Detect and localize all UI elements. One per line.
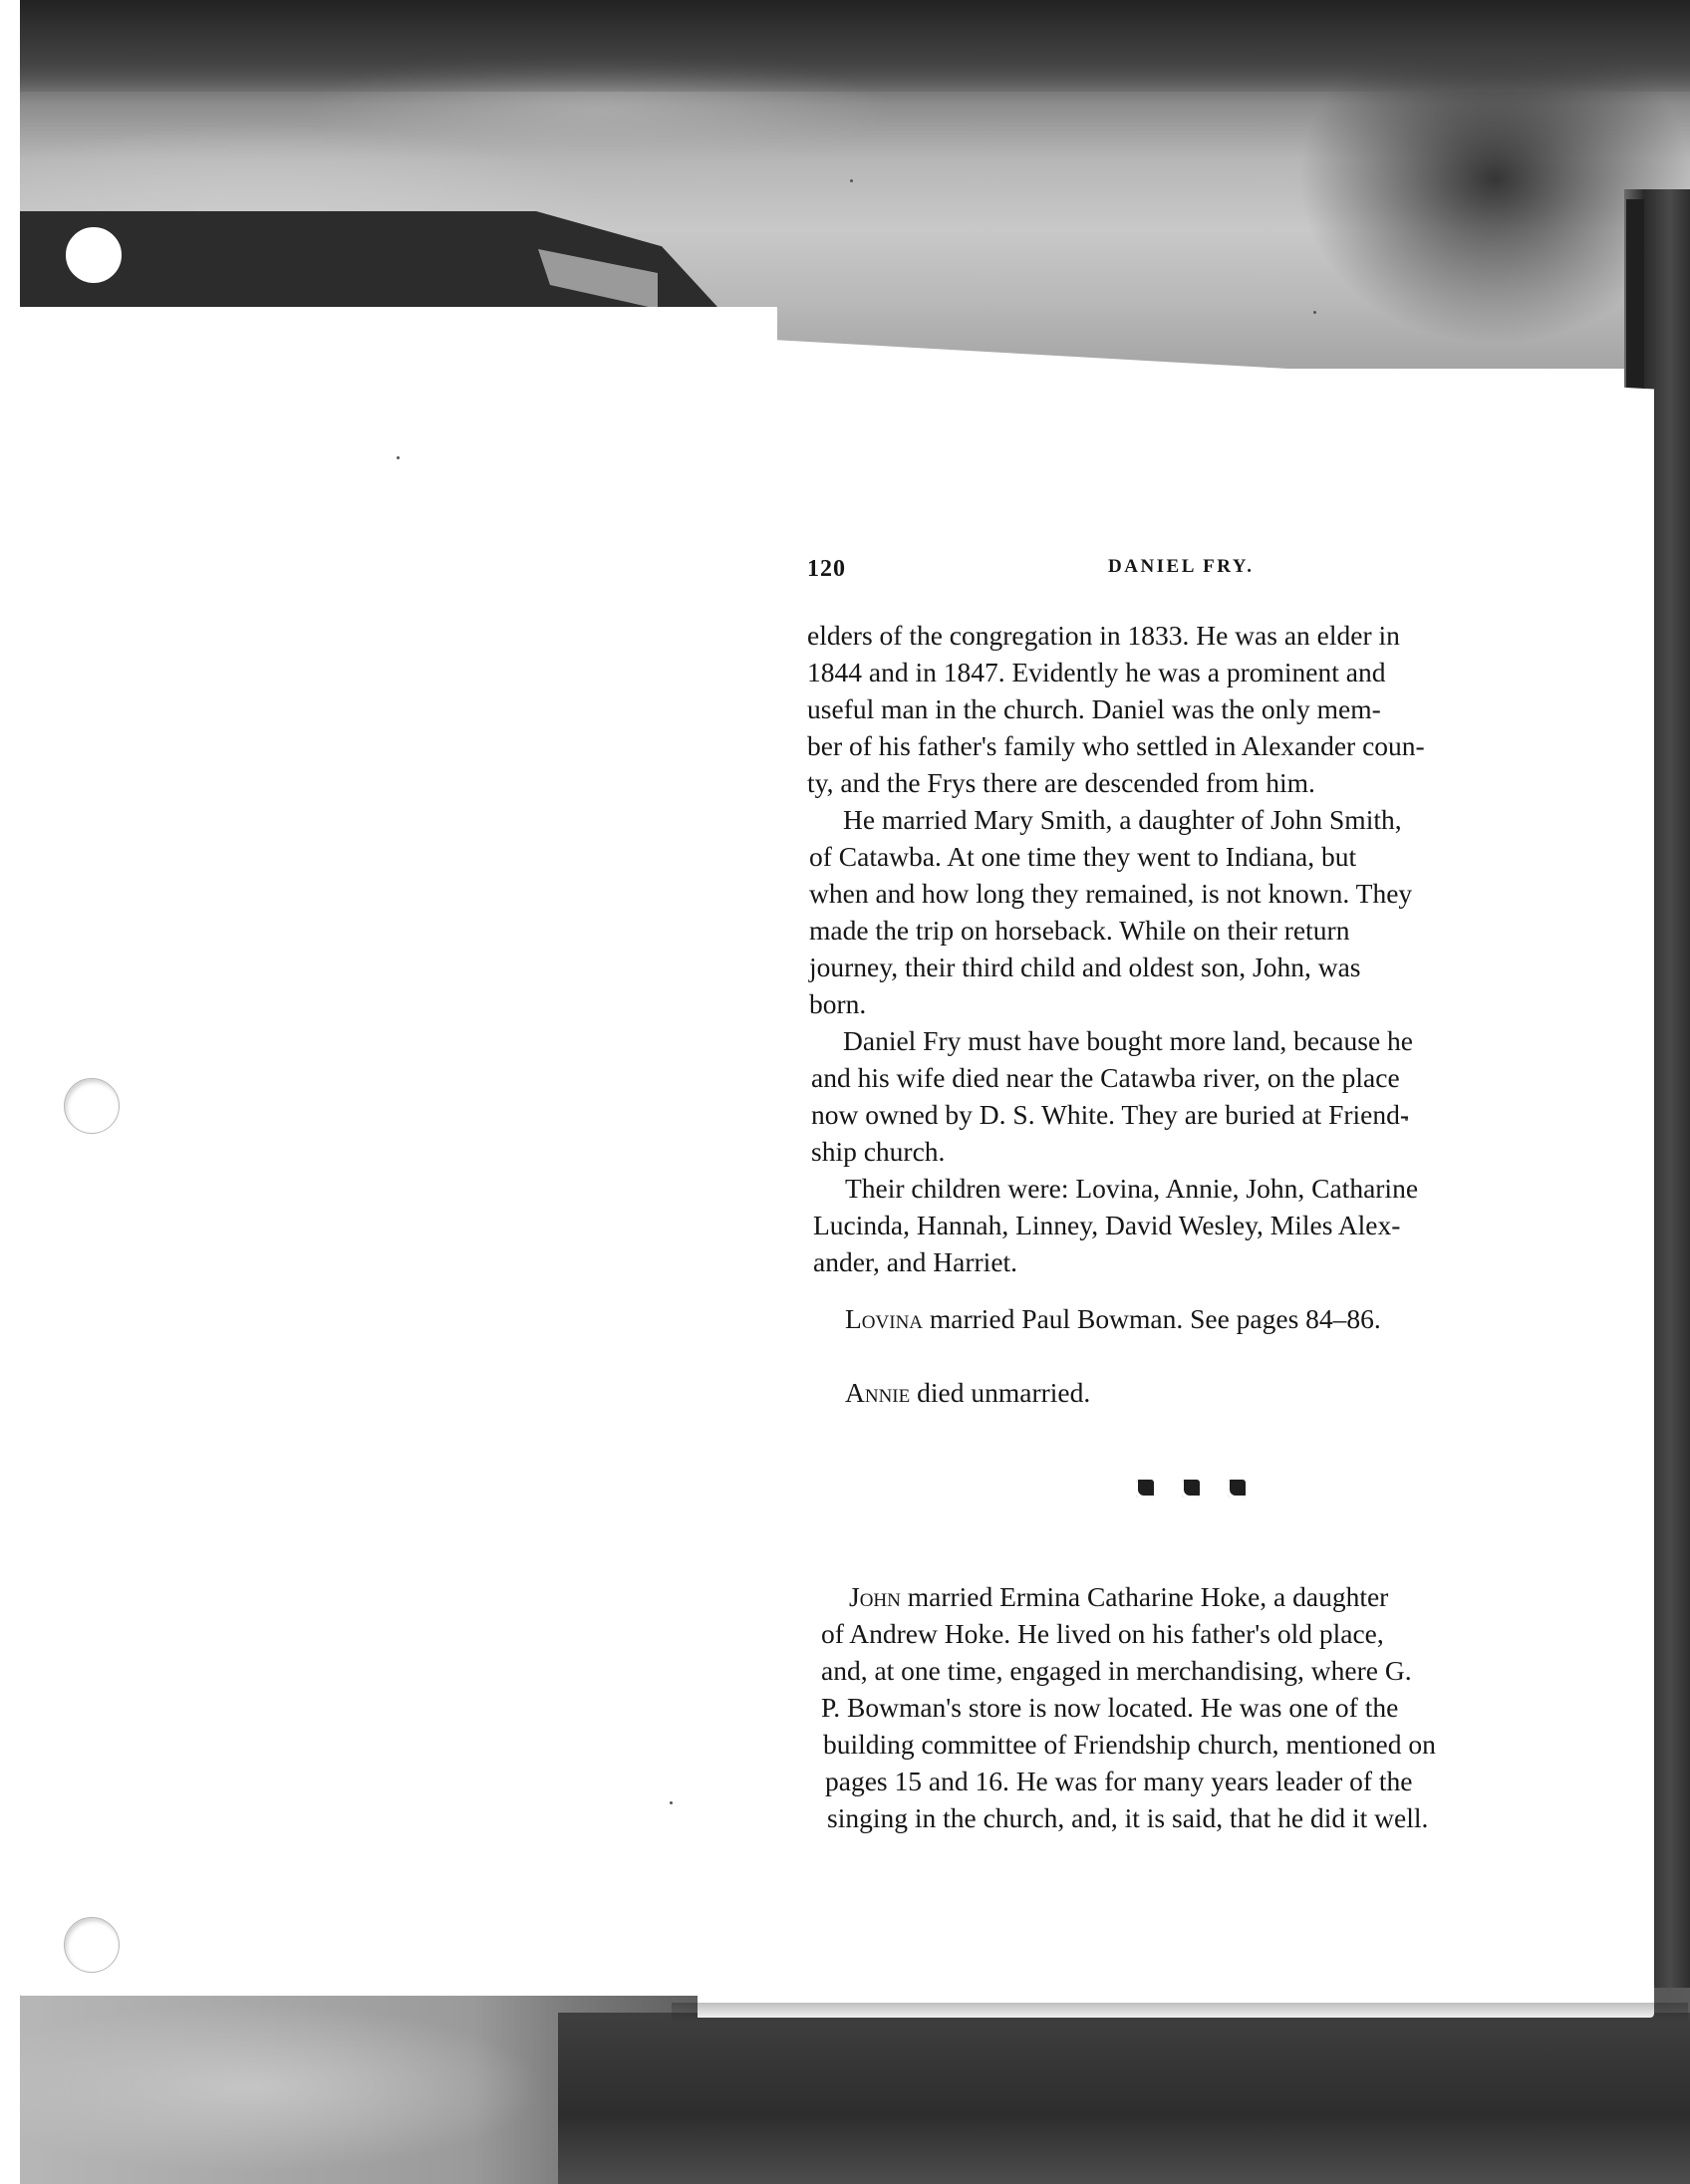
text-line: 1844 and in 1847. Evidently he was a prominent and xyxy=(807,657,1386,687)
text-line: useful man in the church. Daniel was the only mem- xyxy=(807,693,1381,724)
entry-name: Annie xyxy=(845,1377,911,1408)
punch-hole-middle xyxy=(64,1078,120,1134)
section-ornament xyxy=(1136,1480,1266,1507)
left-page-top-edge xyxy=(20,307,717,387)
page-header xyxy=(807,556,1574,586)
text-line: Lucinda, Hannah, Linney, David Wesley, Miles Alex- xyxy=(813,1210,1401,1240)
text-line: now owned by D. S. White. They are buried at Friend- xyxy=(811,1099,1410,1130)
text-line: building committee of Friendship church, mentioned on xyxy=(823,1729,1436,1760)
text-line: He married Mary Smith, a daughter of John Smith, xyxy=(843,804,1402,835)
text-line: journey, their third child and oldest son, John, was xyxy=(809,952,1361,982)
child-entry-lovina xyxy=(845,1301,1381,1337)
text-line: P. Bowman's store is now located. He was one of the xyxy=(821,1692,1399,1723)
entry-text: died unmarried. xyxy=(910,1377,1091,1408)
text-line: ber of his father's family who settled in Alexander coun- xyxy=(807,730,1425,761)
text-line: made the trip on horseback. While on their return xyxy=(809,915,1350,946)
entry-name: Lovina xyxy=(845,1303,924,1334)
text-line: ty, and the Frys there are descended from him. xyxy=(807,767,1315,798)
entry-name: John xyxy=(849,1581,901,1612)
left-blank-page xyxy=(20,307,777,1996)
ornament-mark xyxy=(1182,1480,1200,1498)
text-line: Daniel Fry must have bought more land, because he xyxy=(843,1025,1413,1056)
text-line: ander, and Harriet. xyxy=(813,1246,1018,1277)
child-entry-john xyxy=(849,1579,1388,1615)
text-line: of Andrew Hoke. He lived on his father's old place, xyxy=(821,1618,1384,1649)
text-line: and his wife died near the Catawba river, on the place xyxy=(811,1062,1400,1093)
punch-hole-top xyxy=(66,227,122,283)
entry-text: married Ermina Catharine Hoke, a daughter xyxy=(900,1581,1389,1612)
text-line: when and how long they remained, is not known. They xyxy=(809,878,1413,909)
text-line: ship church. xyxy=(811,1136,946,1167)
scan-background-bottom-dark xyxy=(558,2013,1690,2184)
text-line: singing in the church, and, it is said, that he did it well. xyxy=(827,1802,1429,1833)
ornament-mark xyxy=(1228,1480,1246,1498)
text-line: born. xyxy=(809,988,867,1019)
text-line: and, at one time, engaged in merchandising, where G. xyxy=(821,1655,1412,1686)
page-number: 120 xyxy=(807,556,846,582)
text-line: pages 15 and 16. He was for many years leader of the xyxy=(825,1766,1413,1796)
text-line: elders of the congregation in 1833. He was an elder in xyxy=(807,620,1400,651)
scan-left-margin xyxy=(0,0,20,2184)
running-head: DANIEL FRY. xyxy=(1108,556,1255,577)
text-line: of Catawba. At one time they went to Indiana, but xyxy=(809,841,1357,872)
scan-background-top-band xyxy=(20,0,1690,92)
punch-hole-bottom xyxy=(64,1917,120,1973)
child-entry-annie xyxy=(845,1375,1090,1411)
entry-text: married Paul Bowman. See pages 84–86. xyxy=(923,1303,1381,1334)
ornament-mark xyxy=(1136,1480,1154,1498)
page-bottom-shadow xyxy=(672,2003,1688,2023)
text-line: Their children were: Lovina, Annie, John, Catharine xyxy=(845,1173,1419,1204)
